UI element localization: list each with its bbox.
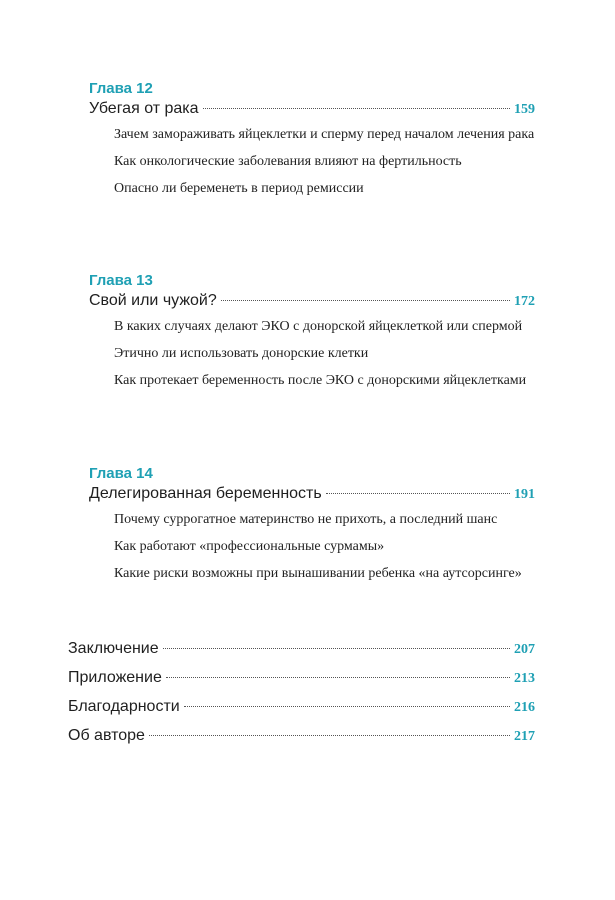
chapter-label: Глава 12: [89, 80, 153, 97]
subsection-list: [89, 124, 535, 199]
dot-leader: [184, 706, 510, 707]
subsection-item: Зачем замораживать яйцеклетки и сперму перед началом лечения рака: [114, 127, 535, 142]
entry-title: Приложение: [68, 669, 162, 686]
toc-entry-chapter-14[interactable]: [89, 483, 535, 505]
chapter-label: Глава 14: [89, 465, 153, 482]
toc-entry-conclusion[interactable]: [68, 638, 535, 667]
page-number: 172: [514, 294, 535, 309]
chapter-title: Свой или чужой?: [89, 292, 217, 309]
chapter-title: Убегая от рака: [89, 100, 199, 117]
subsection-item: Как онкологические заболевания влияют на фертильность: [114, 154, 462, 169]
chapter-13: [89, 272, 535, 397]
entry-title: Благодарности: [68, 698, 180, 715]
dot-leader: [163, 648, 510, 649]
subsection-list: [89, 316, 535, 391]
toc-entry-about-author[interactable]: [68, 725, 535, 754]
subsection-item: Какие риски возможны при вынашивании ребенка «на аутсорсинге»: [114, 566, 522, 581]
toc-entry-acknowledgements[interactable]: [68, 696, 535, 725]
toc-entry-chapter-13[interactable]: [89, 290, 535, 312]
dot-leader: [166, 677, 510, 678]
toc-entry-appendix[interactable]: [68, 667, 535, 696]
chapter-title: Делегированная беременность: [89, 485, 322, 502]
entry-title: Об авторе: [68, 727, 145, 744]
page-number: 207: [514, 642, 535, 657]
dot-leader: [221, 300, 510, 301]
back-matter: [68, 638, 535, 754]
page-number: 191: [514, 487, 535, 502]
dot-leader: [149, 735, 510, 736]
dot-leader: [203, 108, 510, 109]
subsection-item: Как протекает беременность после ЭКО с донорскими яйцеклетками: [114, 373, 527, 388]
subsection-list: [89, 509, 535, 584]
chapter-12: [89, 80, 535, 205]
page-number: 216: [514, 700, 535, 715]
entry-title: Заключение: [68, 640, 159, 657]
page-number: 217: [514, 729, 535, 744]
chapter-14: [89, 465, 535, 590]
subsection-item: Как работают «профессиональные сурмамы»: [114, 539, 385, 554]
subsection-item: Почему суррогатное материнство не прихоть, а последний шанс: [114, 512, 498, 527]
dot-leader: [326, 493, 510, 494]
subsection-item: Этично ли использовать донорские клетки: [114, 346, 369, 361]
page-number: 159: [514, 102, 535, 117]
subsection-item: Опасно ли беременеть в период ремиссии: [114, 181, 364, 196]
subsection-item: В каких случаях делают ЭКО с донорской яйцеклеткой или спермой: [114, 319, 523, 334]
toc-entry-chapter-12[interactable]: [89, 98, 535, 120]
chapter-label: Глава 13: [89, 272, 153, 289]
page-number: 213: [514, 671, 535, 686]
